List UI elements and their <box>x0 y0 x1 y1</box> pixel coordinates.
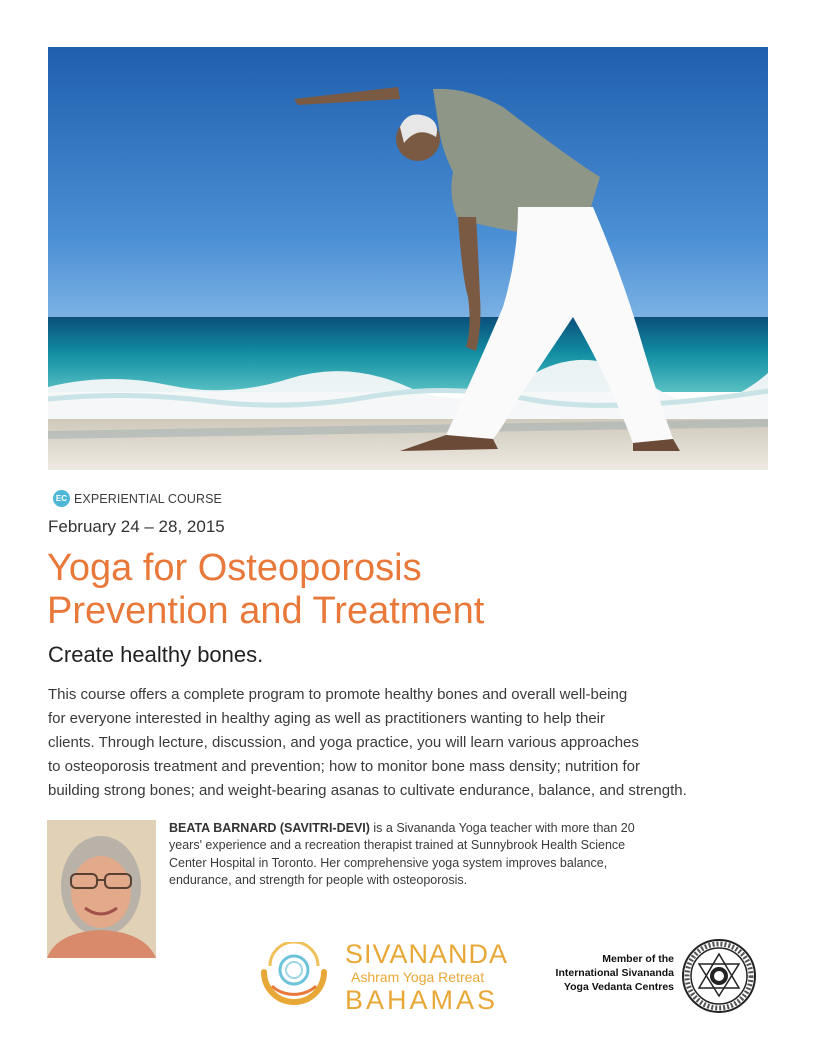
teacher-name: BEATA BARNARD (SAVITRI-DEVI) <box>169 821 370 835</box>
teacher-portrait <box>47 820 156 958</box>
description-line: for everyone interested in healthy aging as well as practitioners wanting to help their <box>48 710 605 727</box>
course-description <box>48 683 778 803</box>
member-line: Yoga Vedanta Centres <box>563 981 674 993</box>
bio-text: is a Sivananda Yoga teacher with more than 20 <box>369 821 635 835</box>
bio-line: years' experience and a recreation therapist trained at Sunnybrook Health Science <box>169 838 626 853</box>
title-line: Prevention and Treatment <box>47 590 485 632</box>
course-type-tag <box>53 490 222 507</box>
description-line: building strong bones; and weight-bearing asanas to cultivate endurance, balance, and strength. <box>48 782 687 799</box>
logo-name: SIVANANDA <box>345 939 509 969</box>
hero-photo <box>48 47 768 470</box>
description-line: to osteoporosis treatment and prevention; how to monitor bone mass density; nutrition for <box>48 758 640 775</box>
course-title <box>47 547 747 633</box>
sivananda-logo-icon <box>256 942 332 1008</box>
logo-region: BAHAMAS <box>345 985 499 1015</box>
course-type-label: EXPERIENTIAL COURSE <box>74 491 222 506</box>
course-badge-icon: EC <box>53 490 70 507</box>
title-line: Yoga for Osteoporosis <box>47 547 422 589</box>
bio-line: endurance, and strength for people with osteoporosis. <box>169 873 468 888</box>
member-line: International Sivananda <box>555 967 674 979</box>
logo-subtitle: Ashram Yoga Retreat <box>351 969 485 985</box>
membership-note <box>534 952 674 994</box>
description-line: clients. Through lecture, discussion, and yoga practice, you will learn various approaches <box>48 734 639 751</box>
bio-line: Center Hospital in Toronto. Her comprehensive yoga system improves balance, <box>169 855 608 870</box>
course-tagline: Create healthy bones. <box>48 642 264 667</box>
sivananda-logo-text <box>345 940 508 1015</box>
teacher-bio <box>169 820 759 890</box>
sivananda-seal-icon <box>681 938 757 1014</box>
course-dates: February 24 – 28, 2015 <box>48 517 225 536</box>
description-line: This course offers a complete program to promote healthy bones and overall well-being <box>48 686 628 703</box>
member-line: Member of the <box>602 953 674 965</box>
